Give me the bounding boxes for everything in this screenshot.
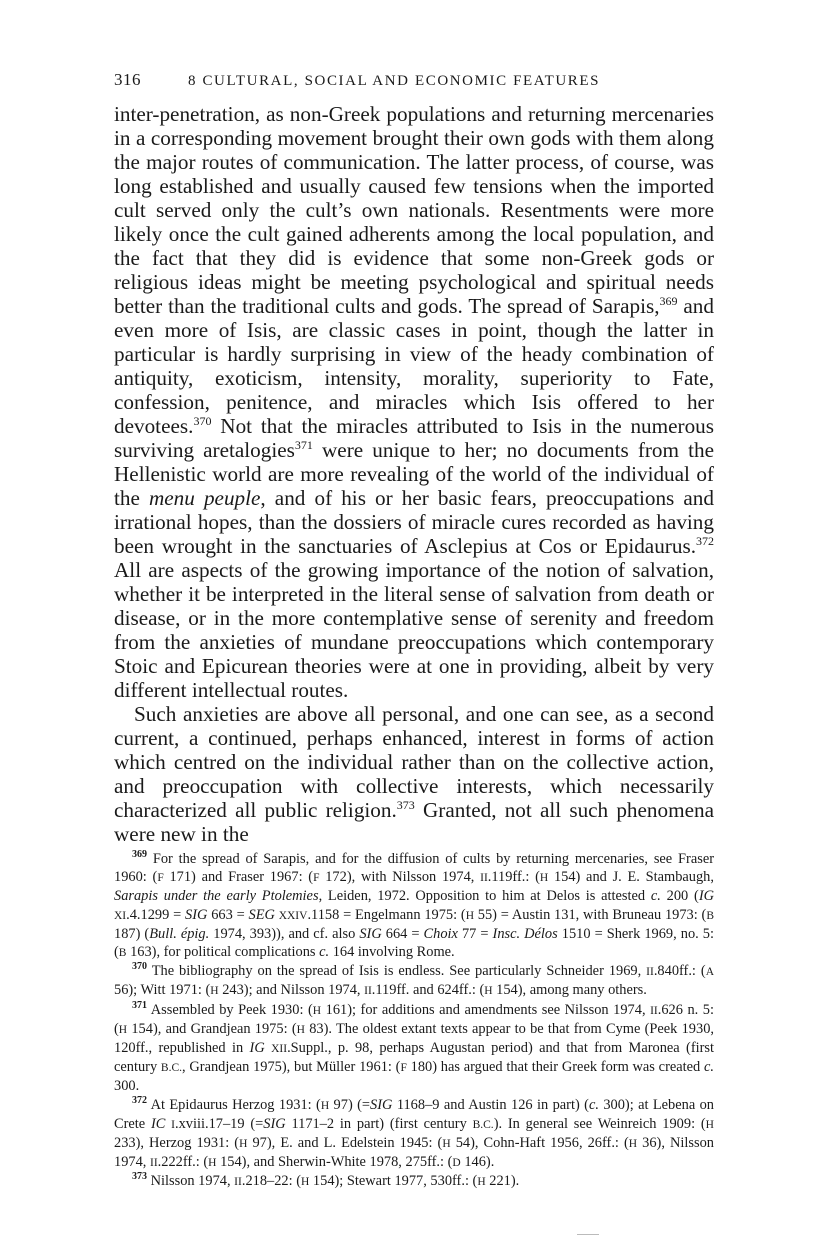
text-span: 1171–2 in part) (first century: [285, 1115, 473, 1132]
italic-text: SIG: [185, 906, 208, 923]
small-caps: A: [705, 966, 714, 979]
text-span: Not that the miracles attributed to Isis in the numerous surviving aretalogies: [114, 414, 714, 462]
text-span: 664 =: [381, 925, 424, 942]
text-span: For the spread of Sarapis, and for the diffusion of cults by returning mercenaries, see Fraser 1960: (: [114, 851, 714, 886]
text-span: 163), for political complications: [126, 944, 320, 961]
footnote-ref-372[interactable]: 372: [696, 533, 714, 548]
text-span: 300.: [114, 1078, 140, 1095]
small-caps: H: [484, 985, 493, 998]
small-caps: H: [118, 1023, 128, 1036]
main-text: [114, 102, 714, 846]
text-span: 161); for additions and amendments see Nilsson 1974,: [321, 1001, 651, 1018]
text-span: 200 (: [660, 888, 699, 905]
italic-text: Insc. Délos: [492, 925, 558, 942]
text-span: and even more of Isis, are classic cases in point, though the latter in particular is hardly surprising in view of the heady combination of antiquity, exoticism, intensity, morality, superiority to Fate, confession, penitence, and miracles which Isis offered to her devotees.: [114, 294, 714, 438]
footnote-371: [114, 1001, 714, 1096]
text-span: Such anxieties are above all personal, and one can see, as a second current, a continued, perhaps enhanced, interest in forms of action which centred on the individual rather than on the collective action, and preoccupation with collective interests, which necessarily characterized all public religion.: [114, 702, 714, 822]
text-span: 243); and Nilsson 1974,: [218, 982, 365, 999]
small-caps: B: [118, 947, 127, 960]
text-span: 164 involving Rome.: [329, 944, 455, 961]
footnote-ref-373[interactable]: 373: [396, 797, 415, 812]
small-caps: H: [301, 1176, 310, 1189]
small-caps: XI: [114, 909, 127, 922]
text-span: 180) has argued that their Greek form was created: [406, 1059, 704, 1076]
text-span: 36), Nilsson 1974,: [114, 1135, 714, 1171]
text-span: 154) and J. E. Stambaugh,: [548, 869, 714, 886]
small-caps: B.C.: [472, 1118, 494, 1131]
text-span: 154), and Sherwin-White 1978, 275ff.: (: [216, 1154, 453, 1171]
italic-text: SIG: [263, 1115, 286, 1132]
italic-text: SIG: [359, 925, 382, 942]
footnote-number: 369: [132, 849, 147, 861]
text-span: 54), Cohn-Haft 1956, 26ff.: (: [450, 1135, 629, 1152]
small-caps: H: [628, 1138, 638, 1151]
small-caps: B.C.: [160, 1062, 183, 1075]
page-number: 316: [114, 70, 141, 89]
footnote-373: [114, 1172, 714, 1191]
text-span: 154); Stewart 1977, 530ff.: (: [309, 1173, 478, 1190]
italic-phrase: menu peuple: [148, 486, 261, 510]
text-span: .4.1299 =: [126, 906, 186, 923]
text-span: .119ff.: (: [487, 869, 540, 886]
text-span: All are aspects of the growing importance of the notion of salvation, whether it be interpreted in the literal sense of salvation from death or disease, or in the more contemplative sense of serenity and freedom from the anxieties of mundane preoccupations which contemporary Stoic and Epicurean theories were at one in providing, albeit by very different intellectual routes.: [114, 558, 714, 702]
footnote-372: [114, 1096, 714, 1173]
text-span: .119ff. and 624ff.: (: [371, 982, 485, 999]
italic-text: IG: [249, 1040, 265, 1057]
small-caps: XXIV: [278, 909, 308, 922]
small-caps: F: [400, 1062, 407, 1075]
footnote-370: [114, 962, 714, 1000]
text-span: 1510 = Sherk 1969, no. 5: (: [114, 925, 714, 961]
small-caps: H: [210, 985, 219, 998]
text-span: 187) (: [114, 925, 150, 942]
small-caps: H: [320, 1099, 330, 1112]
paragraph-1: [114, 102, 714, 702]
text-span: 97) (=: [329, 1096, 371, 1113]
small-caps: II: [364, 985, 372, 998]
small-caps: F: [157, 872, 164, 885]
small-caps: II: [650, 1004, 658, 1017]
italic-text: c.: [588, 1096, 599, 1113]
text-span: .218–22: (: [241, 1173, 302, 1190]
text-span: were unique to her; no documents from the Hellenistic world are more revealing of the world of the individual of the: [114, 438, 714, 510]
text-span: 233), Herzog 1931: (: [114, 1135, 240, 1152]
italic-text: SIG: [370, 1096, 393, 1113]
text-span: , and of his or her basic fears, preoccupations and irrational hopes, than the dossiers of miracle cures recorded as having been wrought in the sanctuaries of Asclepius at Cos or Epidaurus.: [114, 486, 714, 558]
footnote-ref-370[interactable]: 370: [193, 413, 212, 428]
italic-text: IC: [150, 1115, 166, 1132]
text-span: 221).: [485, 1173, 520, 1190]
text-span: 83). The oldest extant texts appear to be that from Cyme (Peek 1930, 120ff., republished in: [114, 1020, 714, 1057]
text-span: .xviii.17–19 (=: [175, 1115, 264, 1132]
small-caps: H: [465, 909, 474, 922]
footnote-number: 373: [132, 1171, 147, 1183]
text-span: 1168–9 and Austin 126 in part) (: [392, 1096, 589, 1113]
footnote-369: [114, 850, 714, 962]
running-head: [114, 70, 714, 100]
footnotes: [114, 850, 714, 1192]
small-caps: H: [296, 1023, 305, 1036]
text-span: 300); at Lebena on Crete: [114, 1096, 715, 1132]
small-caps: I: [171, 1118, 176, 1131]
text-span: 56); Witt 1971: (: [114, 982, 211, 999]
small-caps: II: [149, 1157, 158, 1170]
italic-text: IG: [698, 888, 715, 905]
small-caps: H: [442, 1138, 451, 1151]
text-span: 55) = Austin 131, with Bruneau 1973: (: [474, 906, 707, 923]
italic-text: c.: [703, 1059, 714, 1076]
text-span: .840ff.: (: [653, 963, 706, 980]
italic-text: c.: [650, 888, 661, 905]
text-span: , Leiden, 1972. Opposition to him at Delos is attested: [318, 888, 651, 905]
footnote-number: 371: [132, 999, 147, 1011]
text-span: 154), and Grandjean 1975: (: [127, 1020, 297, 1037]
italic-text: Choix: [423, 925, 458, 942]
italic-text: SEG: [248, 906, 275, 923]
text-span: .222ff.: (: [157, 1154, 209, 1171]
small-caps: II: [480, 872, 488, 885]
text-span: .626 n. 5: (: [114, 1001, 714, 1037]
text-span: , Grandjean 1975), but Müller 1961: (: [182, 1059, 401, 1076]
text-span: The bibliography on the spread of Isis is endless. See particularly Schneider 1969,: [151, 963, 647, 980]
text-span: 171) and Fraser 1967: (: [163, 869, 314, 886]
paragraph-2: [114, 702, 714, 846]
small-caps: D: [452, 1157, 461, 1170]
small-caps: B: [706, 909, 714, 922]
text-span: Assembled by Peek 1930: (: [150, 1001, 313, 1018]
text-span: 172), with Nilsson 1974,: [319, 869, 481, 886]
footnote-ref-369[interactable]: 369: [659, 293, 678, 308]
text-span: 663 =: [207, 906, 249, 923]
italic-text: Bull. épig.: [149, 925, 210, 942]
italic-text: c.: [319, 944, 330, 961]
text-span: 154), among many others.: [492, 982, 647, 999]
text-span: 146).: [460, 1154, 495, 1171]
text-span: .Suppl., p. 98, perhaps Augustan period) and that from Maronea (first century: [114, 1040, 715, 1076]
small-caps: H: [539, 872, 549, 885]
text-span: 1974, 393)), and cf. also: [209, 925, 360, 942]
footnote-ref-371[interactable]: 371: [294, 437, 313, 452]
small-caps: H: [312, 1004, 322, 1017]
small-caps: H: [705, 1118, 714, 1131]
small-caps: F: [313, 872, 320, 885]
italic-text: Sarapis under the early Ptolemies: [114, 888, 319, 905]
small-caps: H: [239, 1138, 248, 1151]
footnote-number: 370: [132, 961, 147, 973]
text-span: inter-penetration, as non-Greek populations and returning mercenaries in a corresponding movement brought their own gods with them along the major routes of communication. The latter process, of course, was long established and usually caused few tensions when the imported cult served only the cult’s own nationals. Resentments were more likely once the cult gained adherents among the local population, and the fact that they did is evidence that some non-Greek gods or religious ideas might be meeting psychological and spiritual needs better than the traditional cults and gods. The spread of Sarapis,: [114, 102, 714, 318]
footnote-number: 372: [132, 1094, 147, 1106]
text-span: 77 =: [457, 925, 493, 942]
book-page: [114, 70, 714, 1192]
text-span: ). In general see Weinreich 1909: (: [493, 1115, 706, 1132]
text-span: 97), E. and L. Edelstein 1945: (: [247, 1135, 443, 1152]
small-caps: H: [208, 1157, 217, 1170]
text-span: Granted, not all such phenomena were new in the: [114, 798, 714, 846]
text-span: At Epidaurus Herzog 1931: (: [150, 1096, 321, 1113]
small-caps: XII: [271, 1043, 288, 1056]
small-caps: H: [477, 1176, 486, 1189]
text-span: .1158 = Engelmann 1975: (: [307, 906, 466, 923]
text-span: Nilsson 1974,: [150, 1173, 235, 1190]
small-caps: II: [646, 966, 654, 979]
small-caps: II: [234, 1176, 242, 1189]
running-title: 8 CULTURAL, SOCIAL AND ECONOMIC FEATURES: [188, 73, 601, 89]
footer-rule: [577, 1234, 599, 1235]
